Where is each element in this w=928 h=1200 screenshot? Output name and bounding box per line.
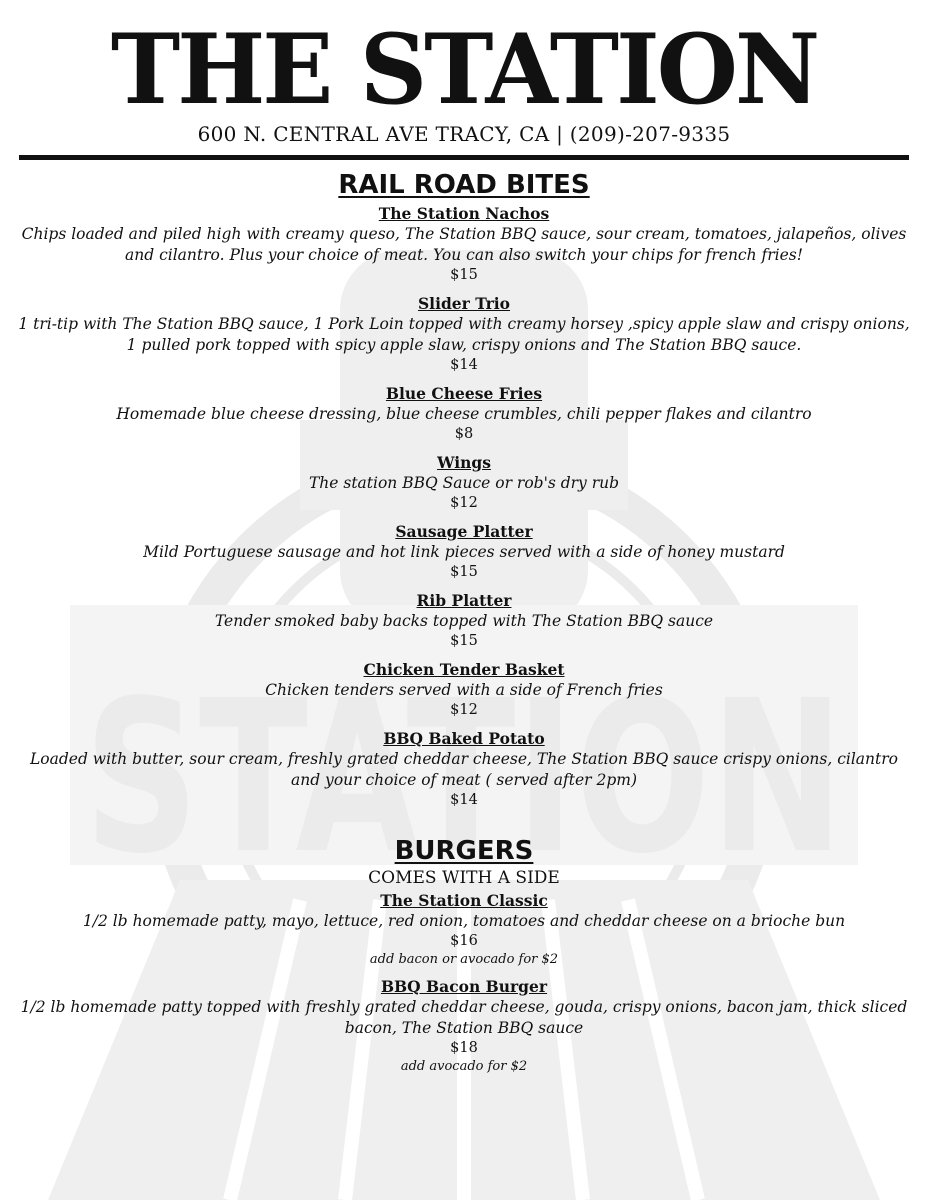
section-burgers xyxy=(0,836,928,1075)
item-description: 1/2 lb homemade patty, mayo, lettuce, red onion, tomatoes and cheddar cheese on a brioche bun xyxy=(82,912,846,930)
watermark-text: STATION xyxy=(84,655,844,900)
item-description: The station BBQ Sauce or rob's dry rub xyxy=(308,474,620,492)
item-price: $14 xyxy=(450,792,478,808)
item-description: 1 tri-tip with The Station BBQ sauce, 1 Pork Loin topped with creamy horsey ,spicy apple slaw and crispy onions, 1 pulled pork topped with spicy apple slaw, crispy onions and The Station BBQ sauce. xyxy=(18,315,910,354)
item-description: Tender smoked baby backs topped with The Station BBQ sauce xyxy=(214,612,714,630)
item-description: Homemade blue cheese dressing, blue cheese crumbles, chili pepper flakes and cilantro xyxy=(116,405,812,423)
menu-item xyxy=(0,660,928,720)
menu-item xyxy=(0,591,928,651)
item-name: Rib Platter xyxy=(416,591,512,610)
section-title: BURGERS xyxy=(394,836,534,866)
item-name: Wings xyxy=(437,453,491,472)
menu-item xyxy=(0,453,928,513)
item-price: $15 xyxy=(450,564,478,580)
section-title: RAIL ROAD BITES xyxy=(338,170,590,200)
item-price: $12 xyxy=(450,702,478,718)
item-description: Chicken tenders served with a side of French fries xyxy=(265,681,663,699)
item-price: $12 xyxy=(450,495,478,511)
menu-item xyxy=(0,977,928,1075)
section-rail-road-bites xyxy=(0,170,928,810)
item-addon-note: add avocado for $2 xyxy=(400,1059,528,1074)
item-name: Sausage Platter xyxy=(395,522,533,541)
item-price: $15 xyxy=(450,267,478,283)
item-description: Chips loaded and piled high with creamy queso, The Station BBQ sauce, sour cream, tomatoes, jalapeños, olives and cilantro. Plus your choice of meat. You can also switch your chips for french fries! xyxy=(21,225,907,264)
restaurant-address: 600 N. CENTRAL AVE TRACY, CA | (209)-207-9335 xyxy=(197,122,731,146)
item-name: The Station Nachos xyxy=(378,204,550,223)
menu-item xyxy=(0,891,928,968)
item-price: $16 xyxy=(450,933,478,949)
menu-item xyxy=(0,384,928,444)
item-description: Mild Portuguese sausage and hot link pieces served with a side of honey mustard xyxy=(143,543,785,561)
menu-item xyxy=(0,522,928,582)
item-addon-note: add bacon or avocado for $2 xyxy=(369,952,559,967)
item-description: 1/2 lb homemade patty topped with freshly grated cheddar cheese, gouda, crispy onions, bacon jam, thick sliced bacon, The Station BBQ sauce xyxy=(20,998,908,1037)
menu-item xyxy=(0,204,928,285)
item-name: BBQ Bacon Burger xyxy=(380,977,548,996)
item-name: Chicken Tender Basket xyxy=(363,660,565,679)
item-price: $15 xyxy=(450,633,478,649)
section-subtitle: COMES WITH A SIDE xyxy=(368,868,560,888)
header-divider xyxy=(19,155,909,160)
item-name: The Station Classic xyxy=(380,891,548,910)
item-price: $14 xyxy=(450,357,478,373)
item-name: Blue Cheese Fries xyxy=(385,384,543,403)
item-price: $8 xyxy=(454,426,474,442)
item-price: $18 xyxy=(450,1040,478,1056)
menu-item xyxy=(0,729,928,810)
restaurant-title: THE STATION xyxy=(110,13,818,126)
item-name: BBQ Baked Potato xyxy=(383,729,545,748)
menu-item xyxy=(0,294,928,375)
item-name: Slider Trio xyxy=(417,294,511,313)
item-description: Loaded with butter, sour cream, freshly grated cheddar cheese, The Station BBQ sauce crispy onions, cilantro and your choice of meat ( served after 2pm) xyxy=(30,750,898,789)
